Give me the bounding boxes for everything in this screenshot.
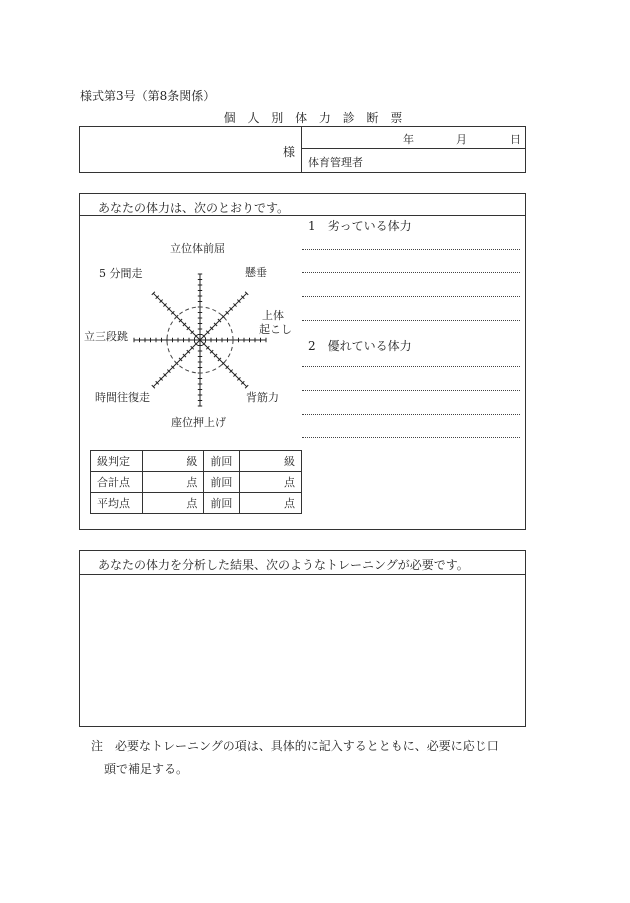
unit-label: 点 <box>186 497 198 510</box>
unit-label: 点 <box>284 476 295 489</box>
table-row <box>91 493 302 514</box>
superior-line-1[interactable] <box>302 366 520 367</box>
row-label: 合計点 <box>91 472 143 493</box>
value-cell[interactable] <box>142 493 204 514</box>
superior-line-2[interactable] <box>302 390 520 391</box>
inferior-line-4[interactable] <box>302 320 520 321</box>
row-label: 級判定 <box>91 451 143 472</box>
radar-label-standing-forward-bend: 立位体前屈 <box>170 242 225 255</box>
inferior-heading: 1 劣っている体力 <box>308 219 412 233</box>
inferior-line-1[interactable] <box>302 249 520 250</box>
manager-label: 体育管理者 <box>308 156 363 169</box>
unit-label: 級 <box>284 455 295 468</box>
radar-label-triple-jump: 立三段跳 <box>84 330 128 343</box>
header-row-divider <box>301 148 525 149</box>
header-box <box>79 126 526 173</box>
inferior-line-3[interactable] <box>302 296 520 297</box>
radar-label-shuttle-run: 時間往復走 <box>95 391 150 404</box>
prev-label: 前回 <box>204 451 240 472</box>
prev-label: 前回 <box>204 493 240 514</box>
unit-label: 点 <box>284 497 295 510</box>
radar-label-seated-press: 座位押上げ <box>171 416 226 429</box>
note-line-1: 注 必要なトレーニングの項は、具体的に記入するとともに、必要に応じ口 <box>91 739 499 753</box>
fitness-heading: あなたの体力は、次のとおりです。 <box>98 201 290 215</box>
superior-heading: 2 優れている体力 <box>308 339 412 353</box>
radar-axes <box>134 274 266 406</box>
superior-line-4[interactable] <box>302 437 520 438</box>
row-label: 平均点 <box>91 493 143 514</box>
prev-value-cell[interactable] <box>240 472 302 493</box>
table-row <box>91 451 302 472</box>
inferior-line-2[interactable] <box>302 272 520 273</box>
training-input-area[interactable] <box>80 575 525 726</box>
year-label: 年 <box>403 133 414 146</box>
fitness-heading-divider <box>80 215 525 216</box>
radar-label-pull-up: 懸垂 <box>245 266 267 279</box>
radar-label-situp-2: 起こし <box>259 323 292 336</box>
radar-label-back-strength: 背筋力 <box>246 391 279 404</box>
unit-label: 点 <box>186 476 198 489</box>
superior-line-3[interactable] <box>302 414 520 415</box>
note-line-2: 頭で補足する。 <box>104 762 189 776</box>
day-label: 日 <box>510 133 521 146</box>
form-number: 様式第3号（第8条関係） <box>80 89 216 103</box>
month-label: 月 <box>456 133 467 146</box>
radar-label-situp-1: 上体 <box>262 309 284 322</box>
training-heading: あなたの体力を分析した結果、次のようなトレーニングが必要です。 <box>98 558 469 572</box>
training-box <box>79 550 526 727</box>
prev-label: 前回 <box>204 472 240 493</box>
radar-label-5min-run: 5 分間走 <box>99 267 143 280</box>
value-cell[interactable] <box>142 472 204 493</box>
table-row <box>91 472 302 493</box>
score-table <box>90 450 302 514</box>
radar-chart <box>130 270 270 410</box>
value-cell[interactable] <box>142 451 204 472</box>
sama-label: 様 <box>283 145 296 159</box>
header-divider <box>301 127 302 172</box>
unit-label: 級 <box>186 455 198 468</box>
page-title: 個 人 別 体 力 診 断 票 <box>223 111 407 125</box>
prev-value-cell[interactable] <box>240 493 302 514</box>
prev-value-cell[interactable] <box>240 451 302 472</box>
